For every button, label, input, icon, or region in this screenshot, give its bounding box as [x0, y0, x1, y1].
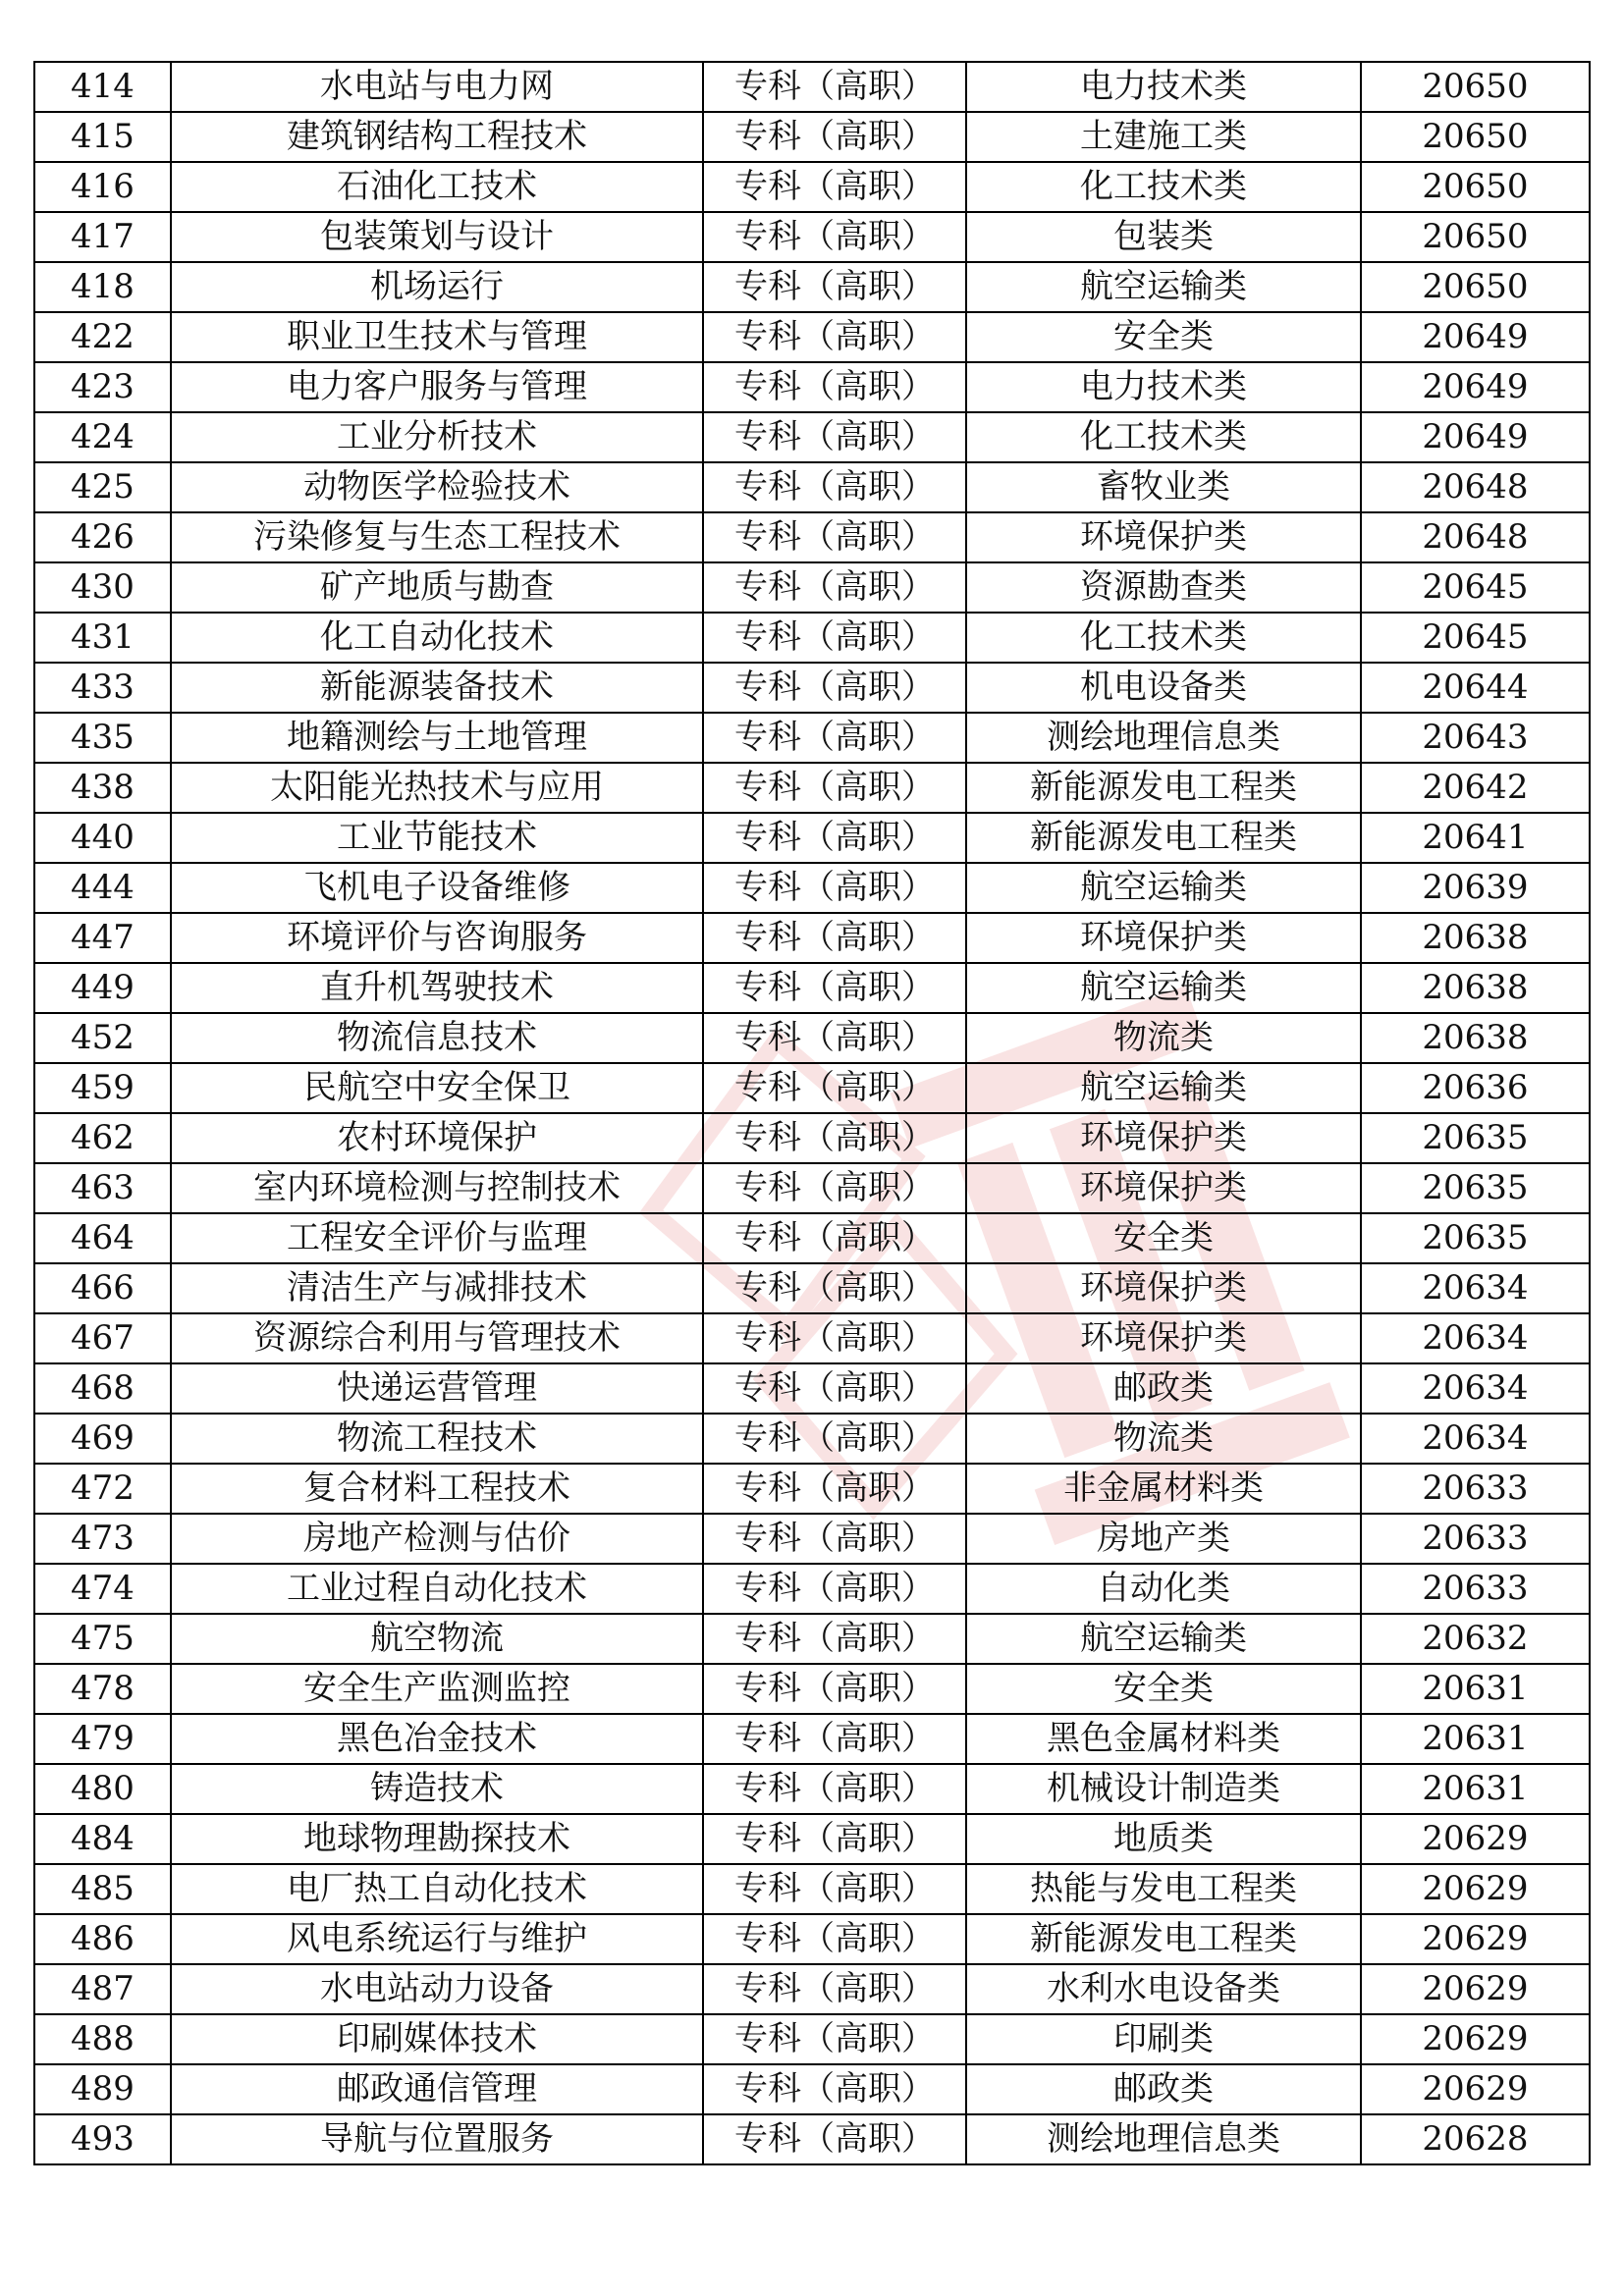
education-level-cell: 专科（高职）: [703, 512, 966, 562]
major-name-cell: 印刷媒体技术: [171, 2014, 703, 2064]
major-name-cell: 飞机电子设备维修: [171, 863, 703, 913]
rank-cell: 449: [34, 963, 171, 1013]
major-category-cell: 包装类: [966, 212, 1361, 262]
education-level-cell: 专科（高职）: [703, 112, 966, 162]
rank-cell: 417: [34, 212, 171, 262]
major-category-cell: 机电设备类: [966, 663, 1361, 713]
score-cell: 20631: [1361, 1764, 1590, 1814]
education-level-cell: 专科（高职）: [703, 963, 966, 1013]
score-cell: 20631: [1361, 1664, 1590, 1714]
major-category-cell: 环境保护类: [966, 1263, 1361, 1313]
table-row: [34, 763, 1590, 813]
education-level-cell: 专科（高职）: [703, 913, 966, 963]
rank-cell: 467: [34, 1313, 171, 1363]
education-level-cell: 专科（高职）: [703, 1864, 966, 1914]
score-cell: 20635: [1361, 1213, 1590, 1263]
major-name-cell: 物流工程技术: [171, 1414, 703, 1464]
major-category-cell: 新能源发电工程类: [966, 813, 1361, 863]
rank-cell: 452: [34, 1013, 171, 1063]
rank-cell: 416: [34, 162, 171, 212]
major-category-cell: 机械设计制造类: [966, 1764, 1361, 1814]
table-row: [34, 713, 1590, 763]
major-name-cell: 安全生产监测监控: [171, 1664, 703, 1714]
table-row: [34, 1514, 1590, 1564]
score-cell: 20648: [1361, 512, 1590, 562]
rank-cell: 485: [34, 1864, 171, 1914]
education-level-cell: 专科（高职）: [703, 1163, 966, 1213]
table-row: [34, 1564, 1590, 1614]
rank-cell: 489: [34, 2064, 171, 2114]
major-name-cell: 动物医学检验技术: [171, 462, 703, 512]
education-level-cell: 专科（高职）: [703, 312, 966, 362]
education-level-cell: 专科（高职）: [703, 1914, 966, 1964]
major-name-cell: 新能源装备技术: [171, 663, 703, 713]
table-row: [34, 112, 1590, 162]
major-category-cell: 资源勘查类: [966, 562, 1361, 613]
major-name-cell: 地球物理勘探技术: [171, 1814, 703, 1864]
table-row: [34, 312, 1590, 362]
major-category-cell: 畜牧业类: [966, 462, 1361, 512]
major-category-cell: 新能源发电工程类: [966, 1914, 1361, 1964]
table-row: [34, 1764, 1590, 1814]
score-cell: 20649: [1361, 412, 1590, 462]
table-row: [34, 1914, 1590, 1964]
major-category-cell: 环境保护类: [966, 1163, 1361, 1213]
education-level-cell: 专科（高职）: [703, 2064, 966, 2114]
rank-cell: 469: [34, 1414, 171, 1464]
rank-cell: 474: [34, 1564, 171, 1614]
rank-cell: 444: [34, 863, 171, 913]
education-level-cell: 专科（高职）: [703, 663, 966, 713]
rank-cell: 424: [34, 412, 171, 462]
table-row: [34, 1363, 1590, 1414]
education-level-cell: 专科（高职）: [703, 212, 966, 262]
table-row: [34, 1213, 1590, 1263]
score-cell: 20628: [1361, 2114, 1590, 2164]
major-category-cell: 航空运输类: [966, 963, 1361, 1013]
major-category-cell: 热能与发电工程类: [966, 1864, 1361, 1914]
rank-cell: 426: [34, 512, 171, 562]
major-name-cell: 民航空中安全保卫: [171, 1063, 703, 1113]
rank-cell: 473: [34, 1514, 171, 1564]
major-name-cell: 水电站与电力网: [171, 62, 703, 112]
major-name-cell: 农村环境保护: [171, 1113, 703, 1163]
table-row: [34, 412, 1590, 462]
major-name-cell: 环境评价与咨询服务: [171, 913, 703, 963]
table-row: [34, 62, 1590, 112]
major-category-cell: 安全类: [966, 312, 1361, 362]
education-level-cell: 专科（高职）: [703, 162, 966, 212]
major-name-cell: 化工自动化技术: [171, 613, 703, 663]
table-row: [34, 462, 1590, 512]
major-name-cell: 航空物流: [171, 1614, 703, 1664]
score-cell: 20632: [1361, 1614, 1590, 1664]
score-cell: 20638: [1361, 1013, 1590, 1063]
rank-cell: 462: [34, 1113, 171, 1163]
major-category-cell: 电力技术类: [966, 362, 1361, 412]
education-level-cell: 专科（高职）: [703, 1464, 966, 1514]
table-row: [34, 1964, 1590, 2014]
education-level-cell: 专科（高职）: [703, 262, 966, 312]
rank-cell: 430: [34, 562, 171, 613]
major-name-cell: 包装策划与设计: [171, 212, 703, 262]
table-row: [34, 1714, 1590, 1764]
major-name-cell: 铸造技术: [171, 1764, 703, 1814]
rank-cell: 425: [34, 462, 171, 512]
rank-cell: 463: [34, 1163, 171, 1213]
rank-cell: 472: [34, 1464, 171, 1514]
score-cell: 20642: [1361, 763, 1590, 813]
table-row: [34, 1263, 1590, 1313]
table-row: [34, 562, 1590, 613]
rank-cell: 422: [34, 312, 171, 362]
major-category-cell: 物流类: [966, 1414, 1361, 1464]
rank-cell: 493: [34, 2114, 171, 2164]
major-name-cell: 物流信息技术: [171, 1013, 703, 1063]
major-category-cell: 安全类: [966, 1213, 1361, 1263]
major-name-cell: 复合材料工程技术: [171, 1464, 703, 1514]
major-category-cell: 环境保护类: [966, 1313, 1361, 1363]
major-category-cell: 邮政类: [966, 1363, 1361, 1414]
table-row: [34, 1414, 1590, 1464]
education-level-cell: 专科（高职）: [703, 1213, 966, 1263]
score-cell: 20633: [1361, 1564, 1590, 1614]
score-cell: 20633: [1361, 1464, 1590, 1514]
score-cell: 20634: [1361, 1363, 1590, 1414]
score-cell: 20644: [1361, 663, 1590, 713]
score-cell: 20634: [1361, 1263, 1590, 1313]
major-name-cell: 工业分析技术: [171, 412, 703, 462]
table-row: [34, 1614, 1590, 1664]
rank-cell: 447: [34, 913, 171, 963]
major-name-cell: 黑色冶金技术: [171, 1714, 703, 1764]
major-name-cell: 工业节能技术: [171, 813, 703, 863]
major-name-cell: 邮政通信管理: [171, 2064, 703, 2114]
education-level-cell: 专科（高职）: [703, 462, 966, 512]
education-level-cell: 专科（高职）: [703, 813, 966, 863]
major-name-cell: 工业过程自动化技术: [171, 1564, 703, 1614]
major-name-cell: 导航与位置服务: [171, 2114, 703, 2164]
rank-cell: 479: [34, 1714, 171, 1764]
education-level-cell: 专科（高职）: [703, 1564, 966, 1614]
score-cell: 20635: [1361, 1113, 1590, 1163]
rank-cell: 464: [34, 1213, 171, 1263]
major-category-cell: 航空运输类: [966, 262, 1361, 312]
rank-cell: 414: [34, 62, 171, 112]
education-level-cell: 专科（高职）: [703, 1263, 966, 1313]
education-level-cell: 专科（高职）: [703, 863, 966, 913]
major-category-cell: 航空运输类: [966, 863, 1361, 913]
table-row: [34, 2014, 1590, 2064]
education-level-cell: 专科（高职）: [703, 1013, 966, 1063]
education-level-cell: 专科（高职）: [703, 412, 966, 462]
score-cell: 20629: [1361, 1914, 1590, 1964]
major-category-cell: 环境保护类: [966, 1113, 1361, 1163]
major-category-cell: 邮政类: [966, 2064, 1361, 2114]
table-row: [34, 613, 1590, 663]
score-cell: 20629: [1361, 2014, 1590, 2064]
table-row: [34, 2064, 1590, 2114]
major-category-cell: 测绘地理信息类: [966, 2114, 1361, 2164]
major-category-cell: 土建施工类: [966, 112, 1361, 162]
major-category-cell: 地质类: [966, 1814, 1361, 1864]
major-name-cell: 机场运行: [171, 262, 703, 312]
education-level-cell: 专科（高职）: [703, 1063, 966, 1113]
score-cell: 20635: [1361, 1163, 1590, 1213]
major-name-cell: 太阳能光热技术与应用: [171, 763, 703, 813]
score-cell: 20633: [1361, 1514, 1590, 1564]
score-cell: 20634: [1361, 1414, 1590, 1464]
score-cell: 20648: [1361, 462, 1590, 512]
major-category-cell: 非金属材料类: [966, 1464, 1361, 1514]
major-category-cell: 黑色金属材料类: [966, 1714, 1361, 1764]
score-cell: 20649: [1361, 312, 1590, 362]
major-name-cell: 电厂热工自动化技术: [171, 1864, 703, 1914]
major-category-cell: 化工技术类: [966, 162, 1361, 212]
major-name-cell: 水电站动力设备: [171, 1964, 703, 2014]
table-row: [34, 1313, 1590, 1363]
major-category-cell: 测绘地理信息类: [966, 713, 1361, 763]
major-name-cell: 直升机驾驶技术: [171, 963, 703, 1013]
education-level-cell: 专科（高职）: [703, 1964, 966, 2014]
major-name-cell: 风电系统运行与维护: [171, 1914, 703, 1964]
major-name-cell: 快递运营管理: [171, 1363, 703, 1414]
rank-cell: 415: [34, 112, 171, 162]
table-row: [34, 262, 1590, 312]
table-row: [34, 813, 1590, 863]
score-cell: 20650: [1361, 62, 1590, 112]
major-category-cell: 自动化类: [966, 1564, 1361, 1614]
major-category-cell: 化工技术类: [966, 613, 1361, 663]
table-row: [34, 1163, 1590, 1213]
rank-cell: 466: [34, 1263, 171, 1313]
major-name-cell: 房地产检测与估价: [171, 1514, 703, 1564]
rank-cell: 440: [34, 813, 171, 863]
score-cell: 20649: [1361, 362, 1590, 412]
table-row: [34, 362, 1590, 412]
major-category-cell: 物流类: [966, 1013, 1361, 1063]
score-cell: 20645: [1361, 562, 1590, 613]
education-level-cell: 专科（高职）: [703, 1614, 966, 1664]
score-cell: 20650: [1361, 262, 1590, 312]
table-row: [34, 2114, 1590, 2164]
rank-cell: 486: [34, 1914, 171, 1964]
score-cell: 20629: [1361, 1864, 1590, 1914]
major-category-cell: 新能源发电工程类: [966, 763, 1361, 813]
major-category-cell: 航空运输类: [966, 1614, 1361, 1664]
rank-cell: 438: [34, 763, 171, 813]
major-name-cell: 室内环境检测与控制技术: [171, 1163, 703, 1213]
major-name-cell: 矿产地质与勘查: [171, 562, 703, 613]
table-row: [34, 1864, 1590, 1914]
score-cell: 20631: [1361, 1714, 1590, 1764]
rank-cell: 435: [34, 713, 171, 763]
rank-cell: 418: [34, 262, 171, 312]
table-row: [34, 963, 1590, 1013]
major-category-cell: 印刷类: [966, 2014, 1361, 2064]
major-category-cell: 安全类: [966, 1664, 1361, 1714]
major-name-cell: 工程安全评价与监理: [171, 1213, 703, 1263]
score-cell: 20641: [1361, 813, 1590, 863]
major-category-cell: 环境保护类: [966, 913, 1361, 963]
rank-cell: 433: [34, 663, 171, 713]
table-row: [34, 1464, 1590, 1514]
education-level-cell: 专科（高职）: [703, 613, 966, 663]
score-cell: 20636: [1361, 1063, 1590, 1113]
education-level-cell: 专科（高职）: [703, 562, 966, 613]
education-level-cell: 专科（高职）: [703, 763, 966, 813]
rank-cell: 459: [34, 1063, 171, 1113]
major-name-cell: 清洁生产与减排技术: [171, 1263, 703, 1313]
major-category-cell: 水利水电设备类: [966, 1964, 1361, 2014]
rank-cell: 468: [34, 1363, 171, 1414]
score-cell: 20629: [1361, 2064, 1590, 2114]
major-name-cell: 地籍测绘与土地管理: [171, 713, 703, 763]
rank-cell: 431: [34, 613, 171, 663]
score-cell: 20650: [1361, 112, 1590, 162]
table-row: [34, 512, 1590, 562]
score-cell: 20634: [1361, 1313, 1590, 1363]
score-cell: 20650: [1361, 162, 1590, 212]
education-level-cell: 专科（高职）: [703, 1664, 966, 1714]
score-table: [33, 61, 1591, 2165]
table-row: [34, 1113, 1590, 1163]
table-row: [34, 1814, 1590, 1864]
rank-cell: 423: [34, 362, 171, 412]
major-name-cell: 职业卫生技术与管理: [171, 312, 703, 362]
score-cell: 20650: [1361, 212, 1590, 262]
major-category-cell: 电力技术类: [966, 62, 1361, 112]
major-category-cell: 环境保护类: [966, 512, 1361, 562]
score-cell: 20645: [1361, 613, 1590, 663]
major-category-cell: 航空运输类: [966, 1063, 1361, 1113]
education-level-cell: 专科（高职）: [703, 1313, 966, 1363]
education-level-cell: 专科（高职）: [703, 2114, 966, 2164]
major-name-cell: 电力客户服务与管理: [171, 362, 703, 412]
table-row: [34, 863, 1590, 913]
education-level-cell: 专科（高职）: [703, 2014, 966, 2064]
rank-cell: 487: [34, 1964, 171, 2014]
score-table-container: [33, 61, 1589, 2165]
education-level-cell: 专科（高职）: [703, 62, 966, 112]
score-table-body: [34, 62, 1590, 2164]
major-name-cell: 资源综合利用与管理技术: [171, 1313, 703, 1363]
major-name-cell: 石油化工技术: [171, 162, 703, 212]
education-level-cell: 专科（高职）: [703, 1414, 966, 1464]
education-level-cell: 专科（高职）: [703, 713, 966, 763]
rank-cell: 488: [34, 2014, 171, 2064]
table-row: [34, 913, 1590, 963]
education-level-cell: 专科（高职）: [703, 1514, 966, 1564]
rank-cell: 480: [34, 1764, 171, 1814]
education-level-cell: 专科（高职）: [703, 1764, 966, 1814]
score-cell: 20639: [1361, 863, 1590, 913]
table-row: [34, 1063, 1590, 1113]
major-name-cell: 建筑钢结构工程技术: [171, 112, 703, 162]
table-row: [34, 663, 1590, 713]
score-cell: 20638: [1361, 913, 1590, 963]
rank-cell: 484: [34, 1814, 171, 1864]
table-row: [34, 162, 1590, 212]
education-level-cell: 专科（高职）: [703, 1113, 966, 1163]
rank-cell: 478: [34, 1664, 171, 1714]
education-level-cell: 专科（高职）: [703, 1814, 966, 1864]
table-row: [34, 212, 1590, 262]
education-level-cell: 专科（高职）: [703, 1363, 966, 1414]
major-name-cell: 污染修复与生态工程技术: [171, 512, 703, 562]
rank-cell: 475: [34, 1614, 171, 1664]
major-category-cell: 化工技术类: [966, 412, 1361, 462]
education-level-cell: 专科（高职）: [703, 362, 966, 412]
score-cell: 20638: [1361, 963, 1590, 1013]
table-row: [34, 1664, 1590, 1714]
score-cell: 20629: [1361, 1964, 1590, 2014]
score-cell: 20643: [1361, 713, 1590, 763]
major-category-cell: 房地产类: [966, 1514, 1361, 1564]
education-level-cell: 专科（高职）: [703, 1714, 966, 1764]
score-cell: 20629: [1361, 1814, 1590, 1864]
table-row: [34, 1013, 1590, 1063]
